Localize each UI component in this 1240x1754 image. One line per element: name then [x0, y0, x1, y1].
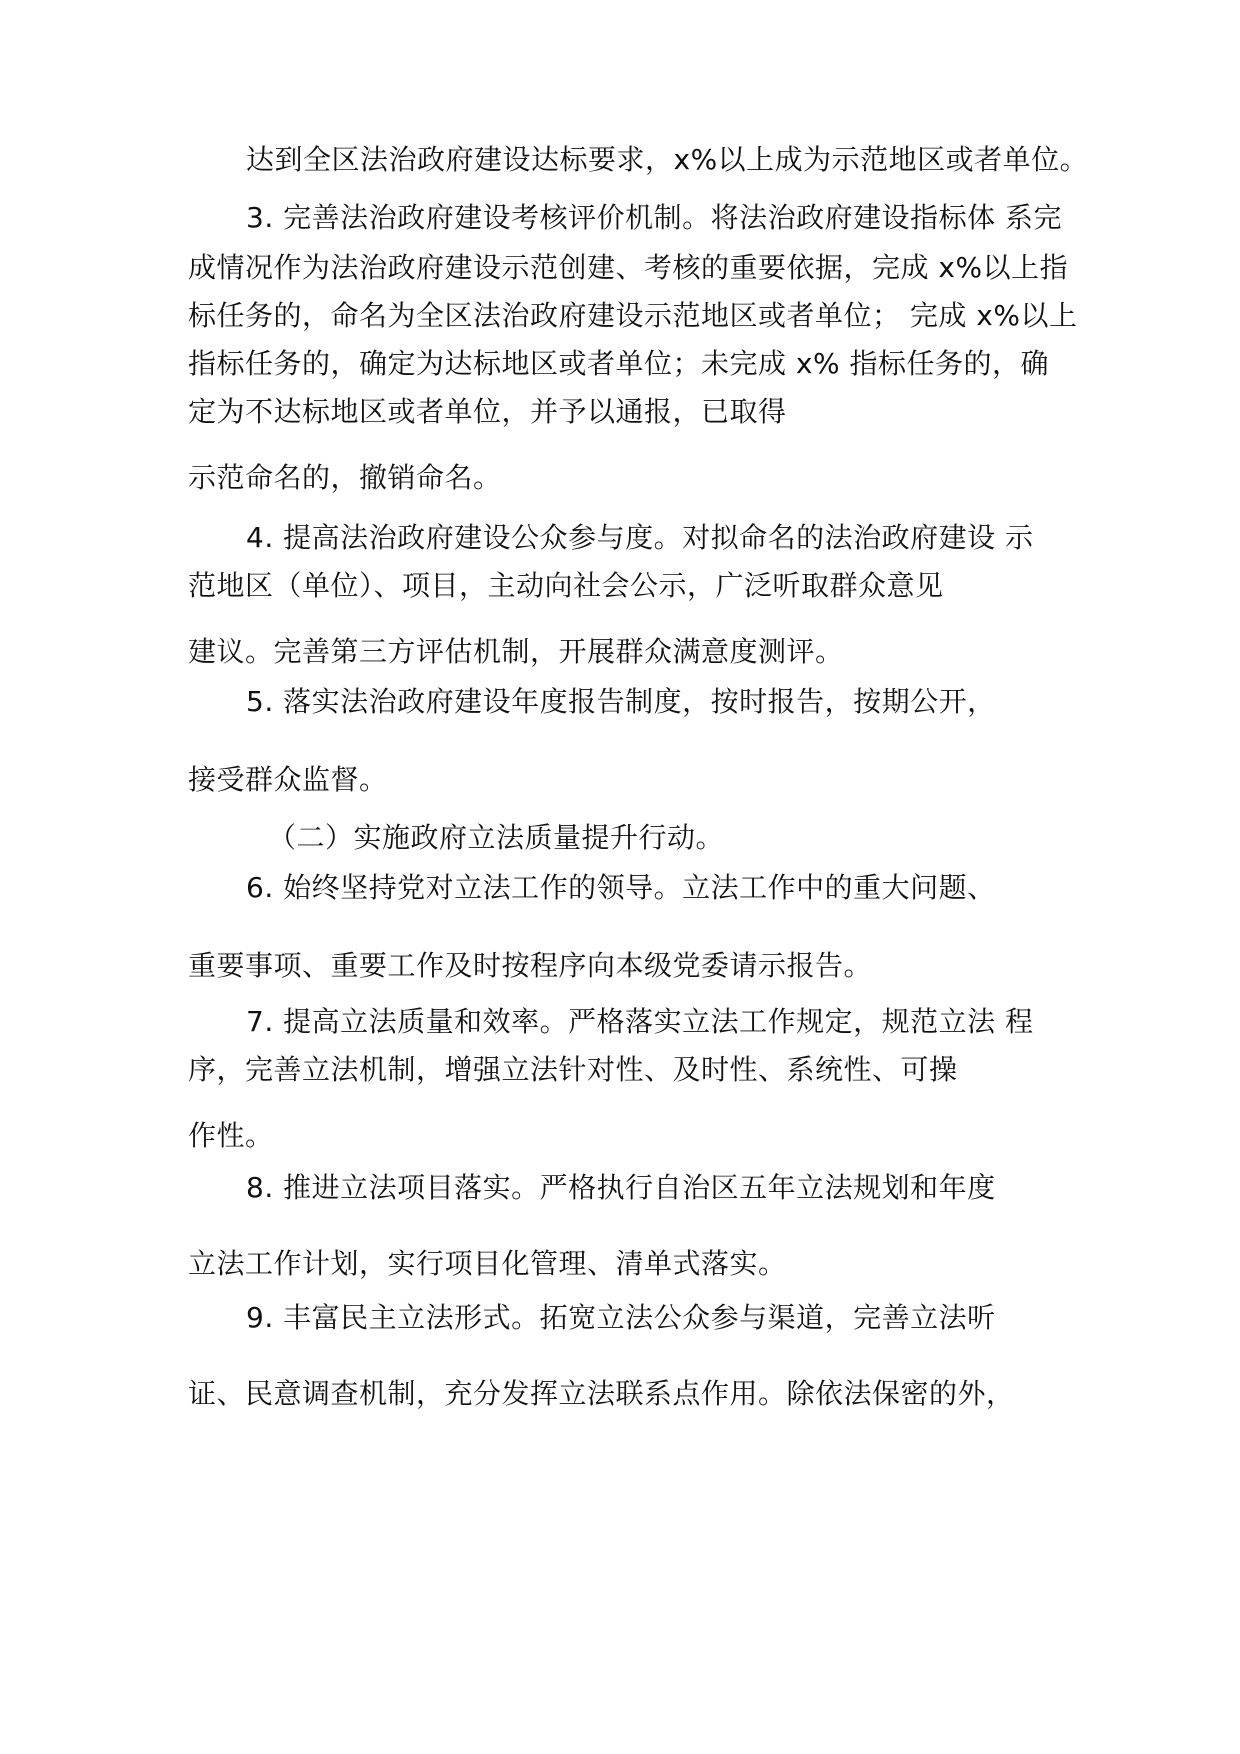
text-line: 范地区（单位）、项目，主动向社会公示，广泛听取群众意见	[188, 569, 944, 602]
text-line: 定为不达标地区或者单位，并予以通报，已取得	[188, 395, 787, 428]
text-line: 达到全区法治政府建设达标要求，x%以上成为示范地区或者单位。	[246, 143, 1089, 176]
section-heading: （二）实施政府立法质量提升行动。	[268, 821, 725, 854]
text-line: 作性。	[188, 1119, 274, 1152]
text-line: 9. 丰富民主立法形式。拓宽立法公众参与渠道，完善立法听	[246, 1301, 996, 1334]
text-line: 接受群众监督。	[188, 763, 388, 796]
text-line: 立法工作计划，实行项目化管理、清单式落实。	[188, 1247, 787, 1280]
text-line: 7. 提高立法质量和效率。严格落实立法工作规定，规范立法 程	[246, 1005, 1034, 1038]
text-line: 序，完善立法机制，增强立法针对性、及时性、系统性、可操	[188, 1053, 958, 1086]
text-line: 6. 始终坚持党对立法工作的领导。立法工作中的重大问题、	[246, 871, 996, 904]
text-line: 8. 推进立法项目落实。严格执行自治区五年立法规划和年度	[246, 1171, 996, 1204]
text-line: 证、民意调查机制，充分发挥立法联系点作用。除依法保密的外，	[188, 1377, 1015, 1410]
text-line: 5. 落实法治政府建设年度报告制度，按时报告，按期公开，	[246, 685, 996, 718]
text-line: 3. 完善法治政府建设考核评价机制。将法治政府建设指标体 系完	[246, 201, 1063, 234]
text-line: 示范命名的，撤销命名。	[188, 461, 502, 494]
text-line: 指标任务的，确定为达标地区或者单位；未完成 x% 指标任务的，确	[188, 347, 1049, 380]
text-line: 4. 提高法治政府建设公众参与度。对拟命名的法治政府建设 示	[246, 521, 1034, 554]
text-line: 成情况作为法治政府建设示范创建、考核的重要依据，完成 x%以上指	[188, 251, 1069, 284]
text-line: 建议。完善第三方评估机制，开展群众满意度测评。	[188, 635, 844, 668]
text-line: 重要事项、重要工作及时按程序向本级党委请示报告。	[188, 949, 873, 982]
text-line: 标任务的，命名为全区法治政府建设示范地区或者单位； 完成 x%以上	[188, 299, 1078, 332]
